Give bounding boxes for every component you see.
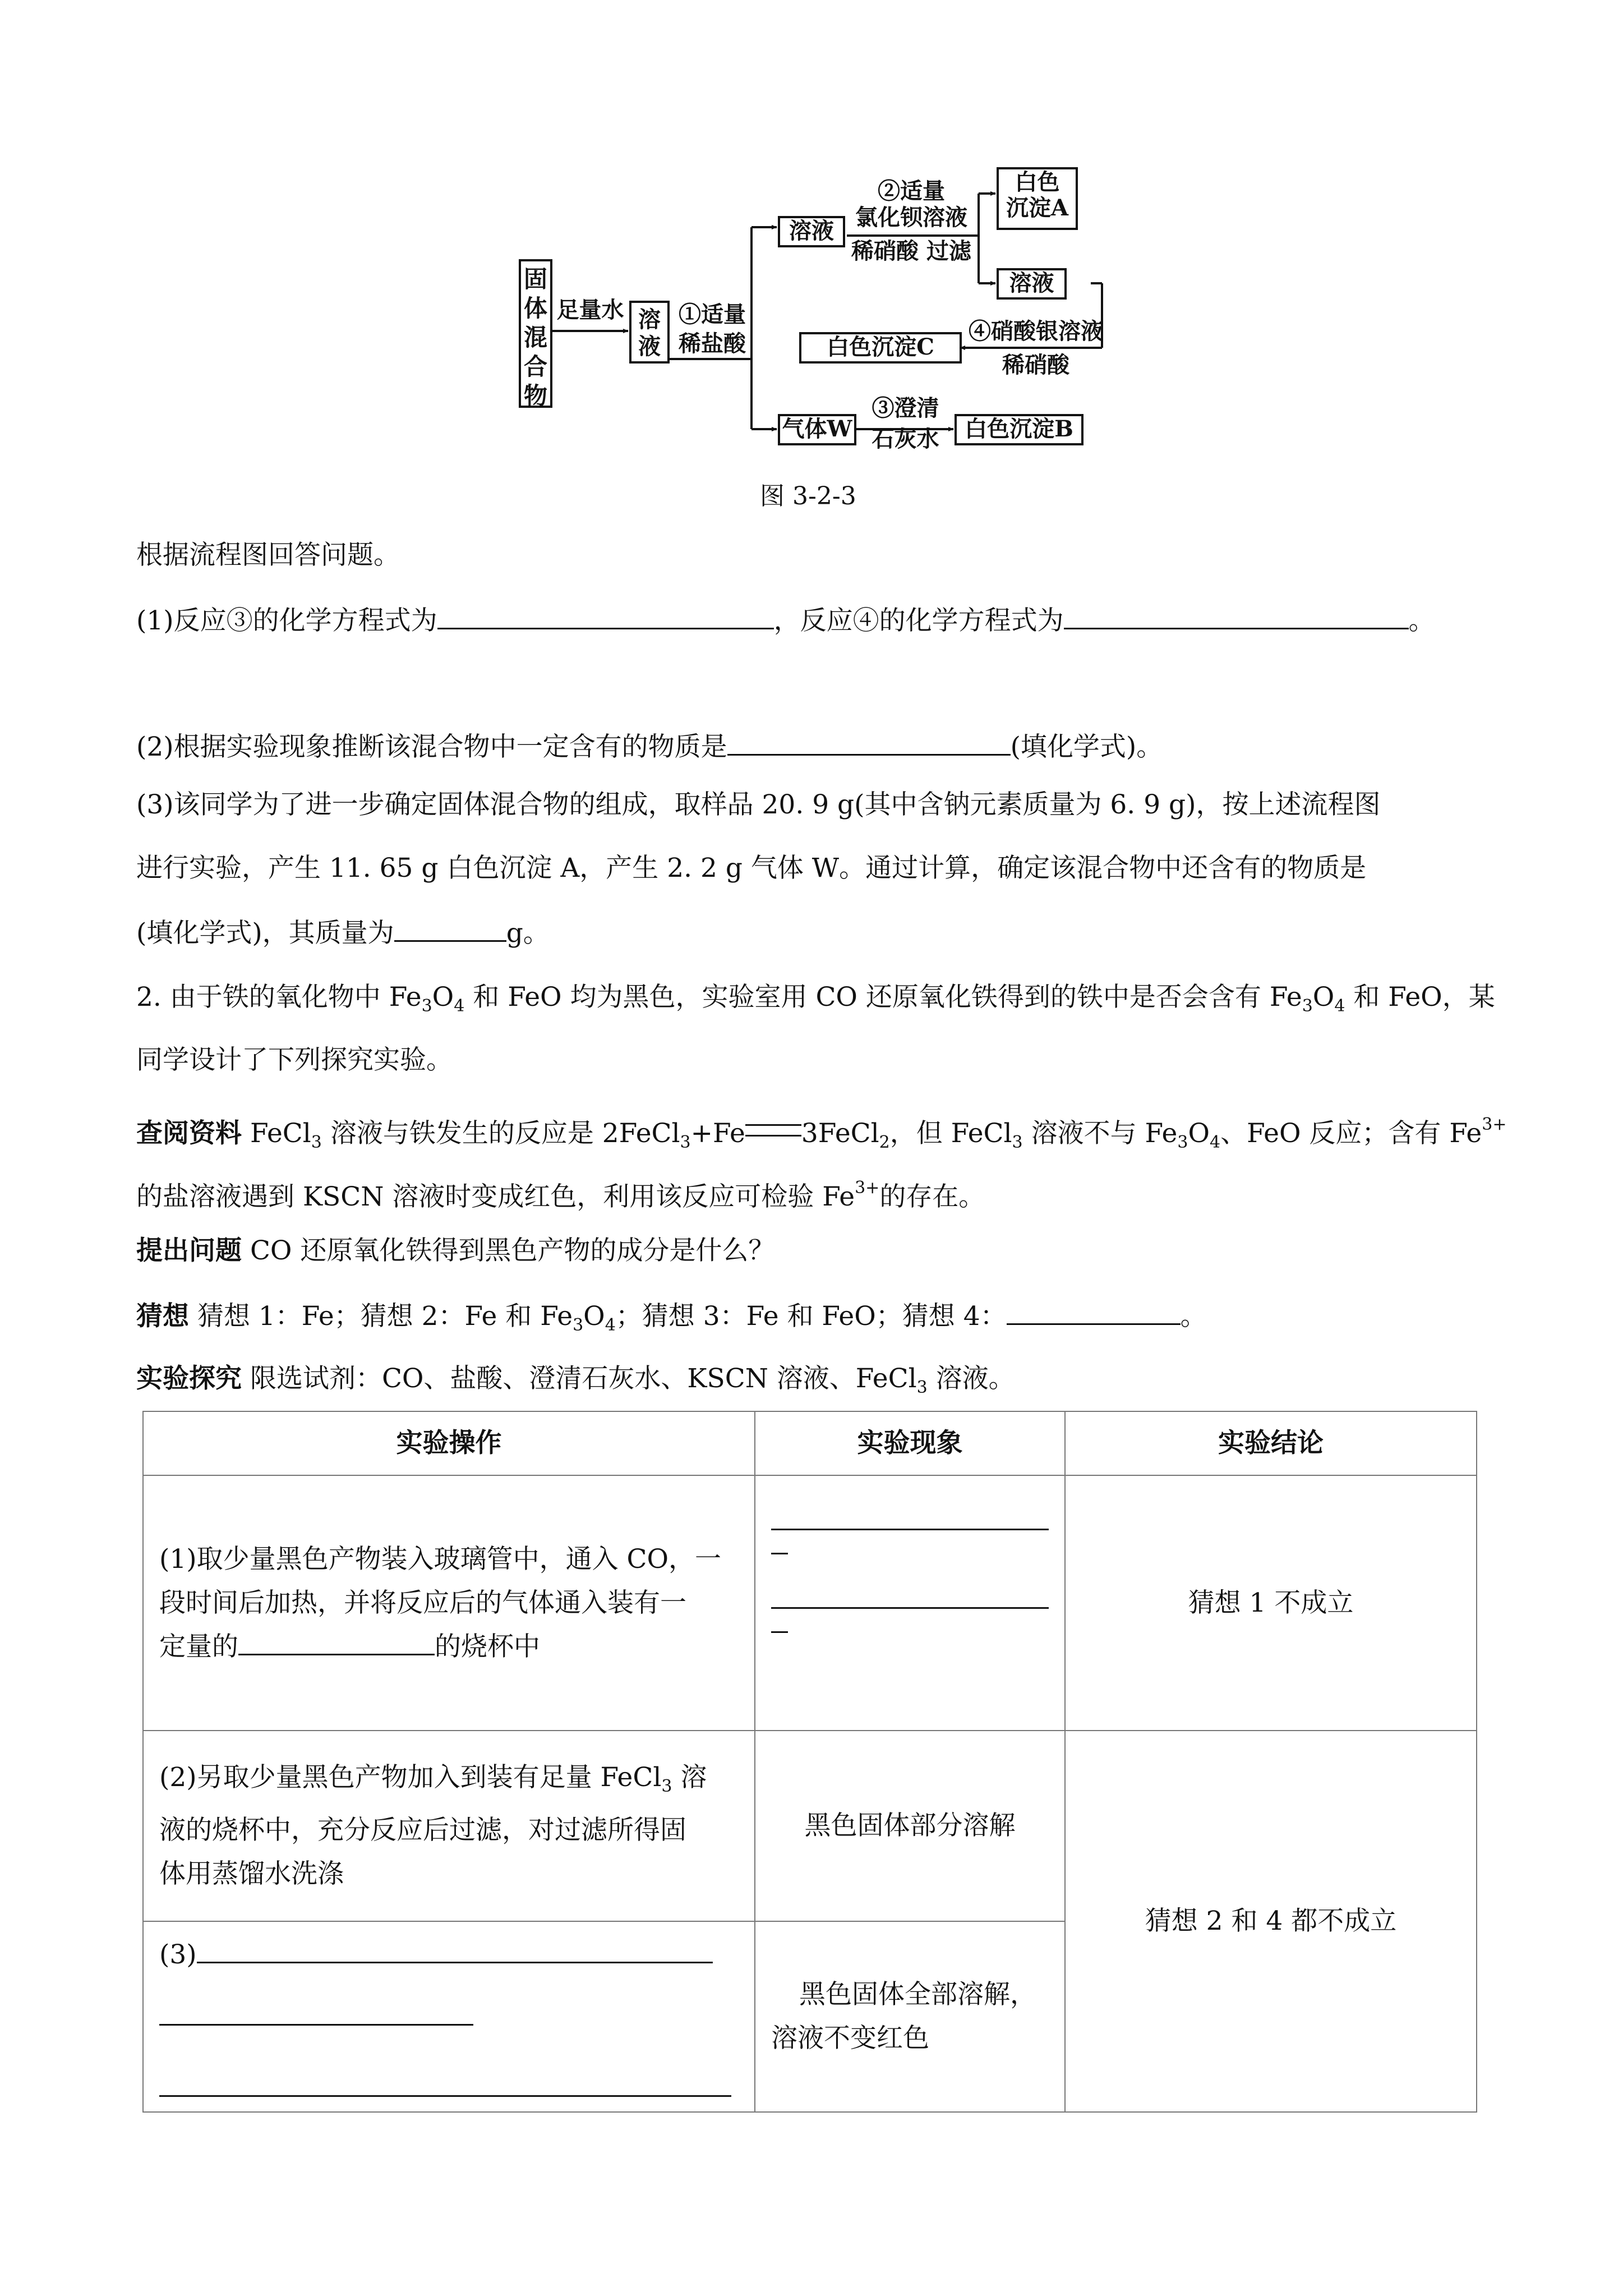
answer-blank-reagent[interactable] xyxy=(238,1637,435,1655)
row1-phenomenon xyxy=(755,1475,1065,1731)
answer-blank-1a[interactable] xyxy=(437,603,774,629)
step2-label-line3: 稀硝酸 过滤 xyxy=(851,238,971,264)
solution-box-3: 溶液 xyxy=(997,268,1067,300)
reference-line1: 查阅资料 FeCl$_3$ 溶液与铁发生的反应是 2FeCl$_3$+Fe 3FeCl$_2$，但 FeCl$_3$ 溶液不与 $Fe_3O_4$、FeO 反应；含有 $Fe^{3+}$ xyxy=(136,1115,1507,1152)
question-1: (1)反应③的化学方程式为 ，反应④的化学方程式为 。 xyxy=(136,603,1435,638)
table-row xyxy=(143,1475,1477,1731)
header-phenomenon: 实验现象 xyxy=(755,1411,1065,1475)
answer-blank-1b[interactable] xyxy=(1064,603,1409,629)
question-2: (2)根据实验现象推断该混合物中一定含有的物质是 (填化学式)。 xyxy=(136,729,1163,764)
white-precipitate-b-box: 白色沉淀B xyxy=(955,414,1083,445)
intro-text: 根据流程图回答问题。 xyxy=(136,540,400,570)
problem-2-line1: 2. 由于铁的氧化物中 $Fe_3O_4$ 和 FeO 均为黑色，实验室用 CO 还原氧化铁得到的铁中是否会含有 $Fe_3O_4$ 和 FeO，某 xyxy=(136,982,1495,1016)
figure-caption: 图 3-2-3 xyxy=(760,482,856,510)
solution-box-2: 溶液 xyxy=(778,216,845,247)
white-precipitate-a-line1: 白色 xyxy=(1015,169,1060,195)
step3-label-line2: 石灰水 xyxy=(872,426,939,452)
step3-label-line1: ③澄清 xyxy=(872,395,939,421)
white-precipitate-a-line2: 沉淀A xyxy=(1006,195,1069,221)
question-3-line1: (3)该同学为了进一步确定固体混合物的组成，取样品 20. 9 g(其中含钠元素质量为 6. 9 g)，按上述流程图 xyxy=(136,789,1381,820)
answer-blank-phenomenon-1d[interactable] xyxy=(771,1614,788,1633)
question-3-line2: 进行实验，产生 11. 65 g 白色沉淀 A，产生 2. 2 g 气体 W。通过计算，确定该混合物中还含有的物质是 xyxy=(136,853,1367,884)
row1-operation: (1)取少量黑色产物装入玻璃管中，通入 CO，一 段时间后加热，并将反应后的气体通入装有一 定量的 的烧杯中 xyxy=(143,1475,755,1731)
answer-blank-operation-3a[interactable] xyxy=(197,1945,713,1963)
answer-blank-phenomenon-1a[interactable] xyxy=(771,1510,1049,1530)
experiment-intro: 实验探究 限选试剂：CO、盐酸、澄清石灰水、KSCN 溶液、FeCl$_3$ 溶液。 xyxy=(136,1363,1015,1397)
reference-line2: 的盐溶液遇到 KSCN 溶液时变成红色，利用该反应可检验 $Fe^{3+}$的存在。 xyxy=(136,1178,985,1212)
solid-mixture-box: 固体混合物 xyxy=(519,259,552,408)
header-operation: 实验操作 xyxy=(143,1411,755,1475)
equals-sign xyxy=(745,1124,801,1137)
raise-question: 提出问题 CO 还原氧化铁得到黑色产物的成分是什么？ xyxy=(136,1235,775,1266)
step4-label-line2: 稀硝酸 xyxy=(1002,352,1069,378)
row2-operation: (2)另取少量黑色产物加入到装有足量 FeCl$_3$ 溶 液的烧杯中，充分反应后过滤，对过滤所得固 体用蒸馏水洗涤 xyxy=(143,1731,755,1921)
step4-label-line1: ④硝酸银溶液 xyxy=(969,318,1103,344)
row23-conclusion: 猜想 2 和 4 都不成立 xyxy=(1065,1731,1477,2112)
header-conclusion: 实验结论 xyxy=(1065,1411,1477,1475)
white-precipitate-c-box: 白色沉淀C xyxy=(799,332,962,364)
answer-blank-operation-3c[interactable] xyxy=(159,2076,731,2097)
table-row xyxy=(143,1731,1477,1921)
guesses: 猜想 猜想 1：Fe；猜想 2：Fe 和 $Fe_3O_4$；猜想 3：Fe 和 FeO；猜想 4： 。 xyxy=(136,1299,1207,1342)
solution-box-1: 溶液 xyxy=(629,301,670,364)
step2-label-line2: 氯化钡溶液 xyxy=(855,204,967,231)
gas-w-box: 气体W xyxy=(778,414,856,445)
row1-conclusion: 猜想 1 不成立 xyxy=(1065,1475,1477,1731)
step1-label-line2: 稀盐酸 xyxy=(679,330,746,357)
answer-blank-2[interactable] xyxy=(727,729,1011,756)
answer-blank-3[interactable] xyxy=(394,915,506,942)
water-label: 足量水 xyxy=(556,297,624,323)
step1-label-line1: ①适量 xyxy=(679,301,746,328)
row3-phenomenon: 黑色固体全部溶解， 溶液不变红色 xyxy=(755,1921,1065,2112)
answer-blank-guess4[interactable] xyxy=(1007,1299,1181,1325)
question-3-line3: (填化学式)，其质量为 g。 xyxy=(136,915,550,950)
table-header-row xyxy=(143,1411,1477,1475)
row3-operation: (3) xyxy=(143,1921,755,2112)
answer-blank-operation-3b[interactable] xyxy=(159,2005,473,2026)
experiment-table xyxy=(142,1411,1477,2113)
answer-blank-phenomenon-1b[interactable] xyxy=(771,1536,788,1554)
answer-blank-phenomenon-1c[interactable] xyxy=(771,1588,1049,1609)
row2-phenomenon: 黑色固体部分溶解 xyxy=(755,1731,1065,1921)
step2-label-line1: ②适量 xyxy=(878,178,945,204)
white-precipitate-a-box xyxy=(997,167,1078,230)
problem-2-line2: 同学设计了下列探究实验。 xyxy=(136,1045,453,1075)
